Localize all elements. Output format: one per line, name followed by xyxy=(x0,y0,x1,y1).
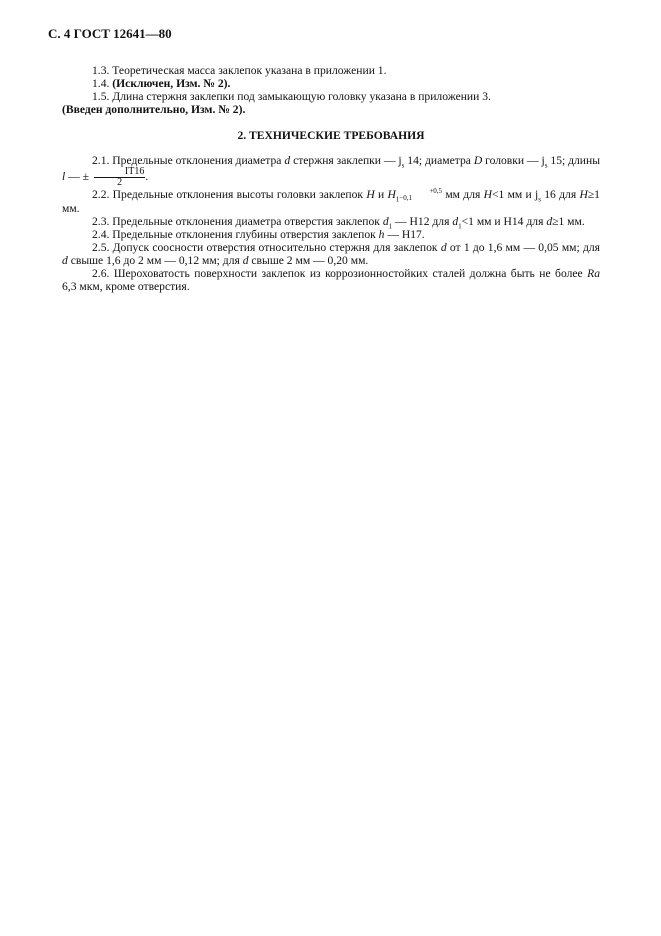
text-run: свыше 2 мм — 0,20 мм. xyxy=(248,254,369,268)
paragraph-number: 2.1. xyxy=(92,154,110,167)
text-run: D xyxy=(473,154,483,167)
text-run: H xyxy=(483,188,492,201)
text-run: d xyxy=(440,241,447,255)
paragraph-number: 1.4. xyxy=(92,77,110,90)
paragraph-number: 1.5. xyxy=(92,90,110,103)
paragraph xyxy=(62,103,600,116)
text-run: от 1 до 1,6 мм — 0,05 мм; для xyxy=(446,241,601,255)
text-run: 14; диаметра xyxy=(404,154,474,167)
text-run: H xyxy=(366,188,375,201)
text-run: — H12 для xyxy=(392,215,453,229)
tolerance xyxy=(399,188,442,202)
text-run: свыше 1,6 до 2 мм — 0,12 мм; для xyxy=(67,254,243,268)
subscript: 1 xyxy=(395,195,400,204)
text-run: — H17. xyxy=(384,228,425,242)
paragraph-number: 2.3. xyxy=(92,215,110,229)
text-run: H xyxy=(579,188,588,201)
text-run: d xyxy=(452,215,459,229)
numerator: IT16 xyxy=(94,167,145,178)
fraction xyxy=(94,167,145,188)
text-run: Ra xyxy=(587,267,600,281)
subscript: s xyxy=(401,161,405,170)
lower-deviation: −0,1 xyxy=(399,194,413,203)
paragraph xyxy=(62,90,600,103)
text-run: ≥1 мм. xyxy=(62,188,600,216)
text-run: (Исключен, Изм. № 2). xyxy=(109,77,231,90)
denominator: 2 xyxy=(117,177,123,188)
paragraph xyxy=(62,154,600,188)
text-run: d xyxy=(546,215,553,229)
text-run: Предельные отклонения диаметра xyxy=(109,154,285,167)
text-run: d xyxy=(62,254,68,268)
text-run: 16 для xyxy=(540,188,580,201)
page-header: С. 4 ГОСТ 12641—80 xyxy=(48,26,172,41)
paragraph-number: 1.3. xyxy=(92,64,110,77)
paragraph xyxy=(62,77,600,90)
paragraph xyxy=(62,228,600,241)
text-run: <1 мм и H14 для xyxy=(461,215,547,229)
paragraph xyxy=(62,241,600,267)
text-run: Предельные отклонения диаметра отверстия заклепок xyxy=(109,215,383,229)
section-2-paragraphs xyxy=(62,154,600,293)
text-run: (Введен дополнительно, Изм. № 2). xyxy=(62,103,246,116)
paragraph-number: 2.5. xyxy=(92,241,110,255)
text-run: 6,3 мкм, кроме отверстия. xyxy=(62,280,190,294)
text-run: — ± xyxy=(65,170,92,184)
text-run: головки — j xyxy=(482,154,545,167)
text-run: Предельные отклонения высоты головки заклепок xyxy=(109,188,367,201)
text-run: d xyxy=(382,215,389,229)
text-run: Предельные отклонения глубины отверстия заклепок xyxy=(109,228,379,242)
paragraph xyxy=(62,267,600,293)
text-run: d xyxy=(284,154,291,167)
subscript: s xyxy=(544,161,548,170)
section-1-paragraphs xyxy=(62,64,600,116)
text-run: 15; длины xyxy=(547,154,601,167)
text-run: мм для xyxy=(442,188,484,201)
section-title: 2. ТЕХНИЧЕСКИЕ ТРЕБОВАНИЯ xyxy=(237,129,425,142)
paragraph-number: 2.4. xyxy=(92,228,110,242)
text-run: ≥1 мм. xyxy=(552,215,585,229)
text-run: Допуск соосности отверстия относительно стержня для заклепок xyxy=(109,241,441,255)
text-run: стержня заклепки — j xyxy=(290,154,402,167)
text-run: Шероховатость поверхности заклепок из коррозионностойких сталей должна быть не более xyxy=(109,267,588,281)
text-run: Длина стержня заклепки под замыкающую головку указана в приложении 3. xyxy=(109,90,491,103)
text-run: l xyxy=(62,170,66,184)
subscript: s xyxy=(538,195,541,204)
paragraph-number: 2.6. xyxy=(92,267,110,281)
subscript: 1 xyxy=(458,222,462,231)
text-run: и xyxy=(374,188,388,201)
text-run: h xyxy=(378,228,385,242)
text-run: . xyxy=(145,170,149,184)
paragraph xyxy=(62,188,600,215)
paragraph xyxy=(62,64,600,77)
paragraph xyxy=(62,215,600,231)
text-run: Теоретическая масса заклепок указана в приложении 1. xyxy=(109,64,387,77)
upper-deviation: +0,5 xyxy=(429,187,443,196)
text-run: <1 мм и j xyxy=(491,188,539,201)
text-run: H xyxy=(387,188,396,201)
paragraph-number: 2.2. xyxy=(92,188,110,201)
text-run: d xyxy=(242,254,249,268)
subscript: 1 xyxy=(388,222,393,231)
